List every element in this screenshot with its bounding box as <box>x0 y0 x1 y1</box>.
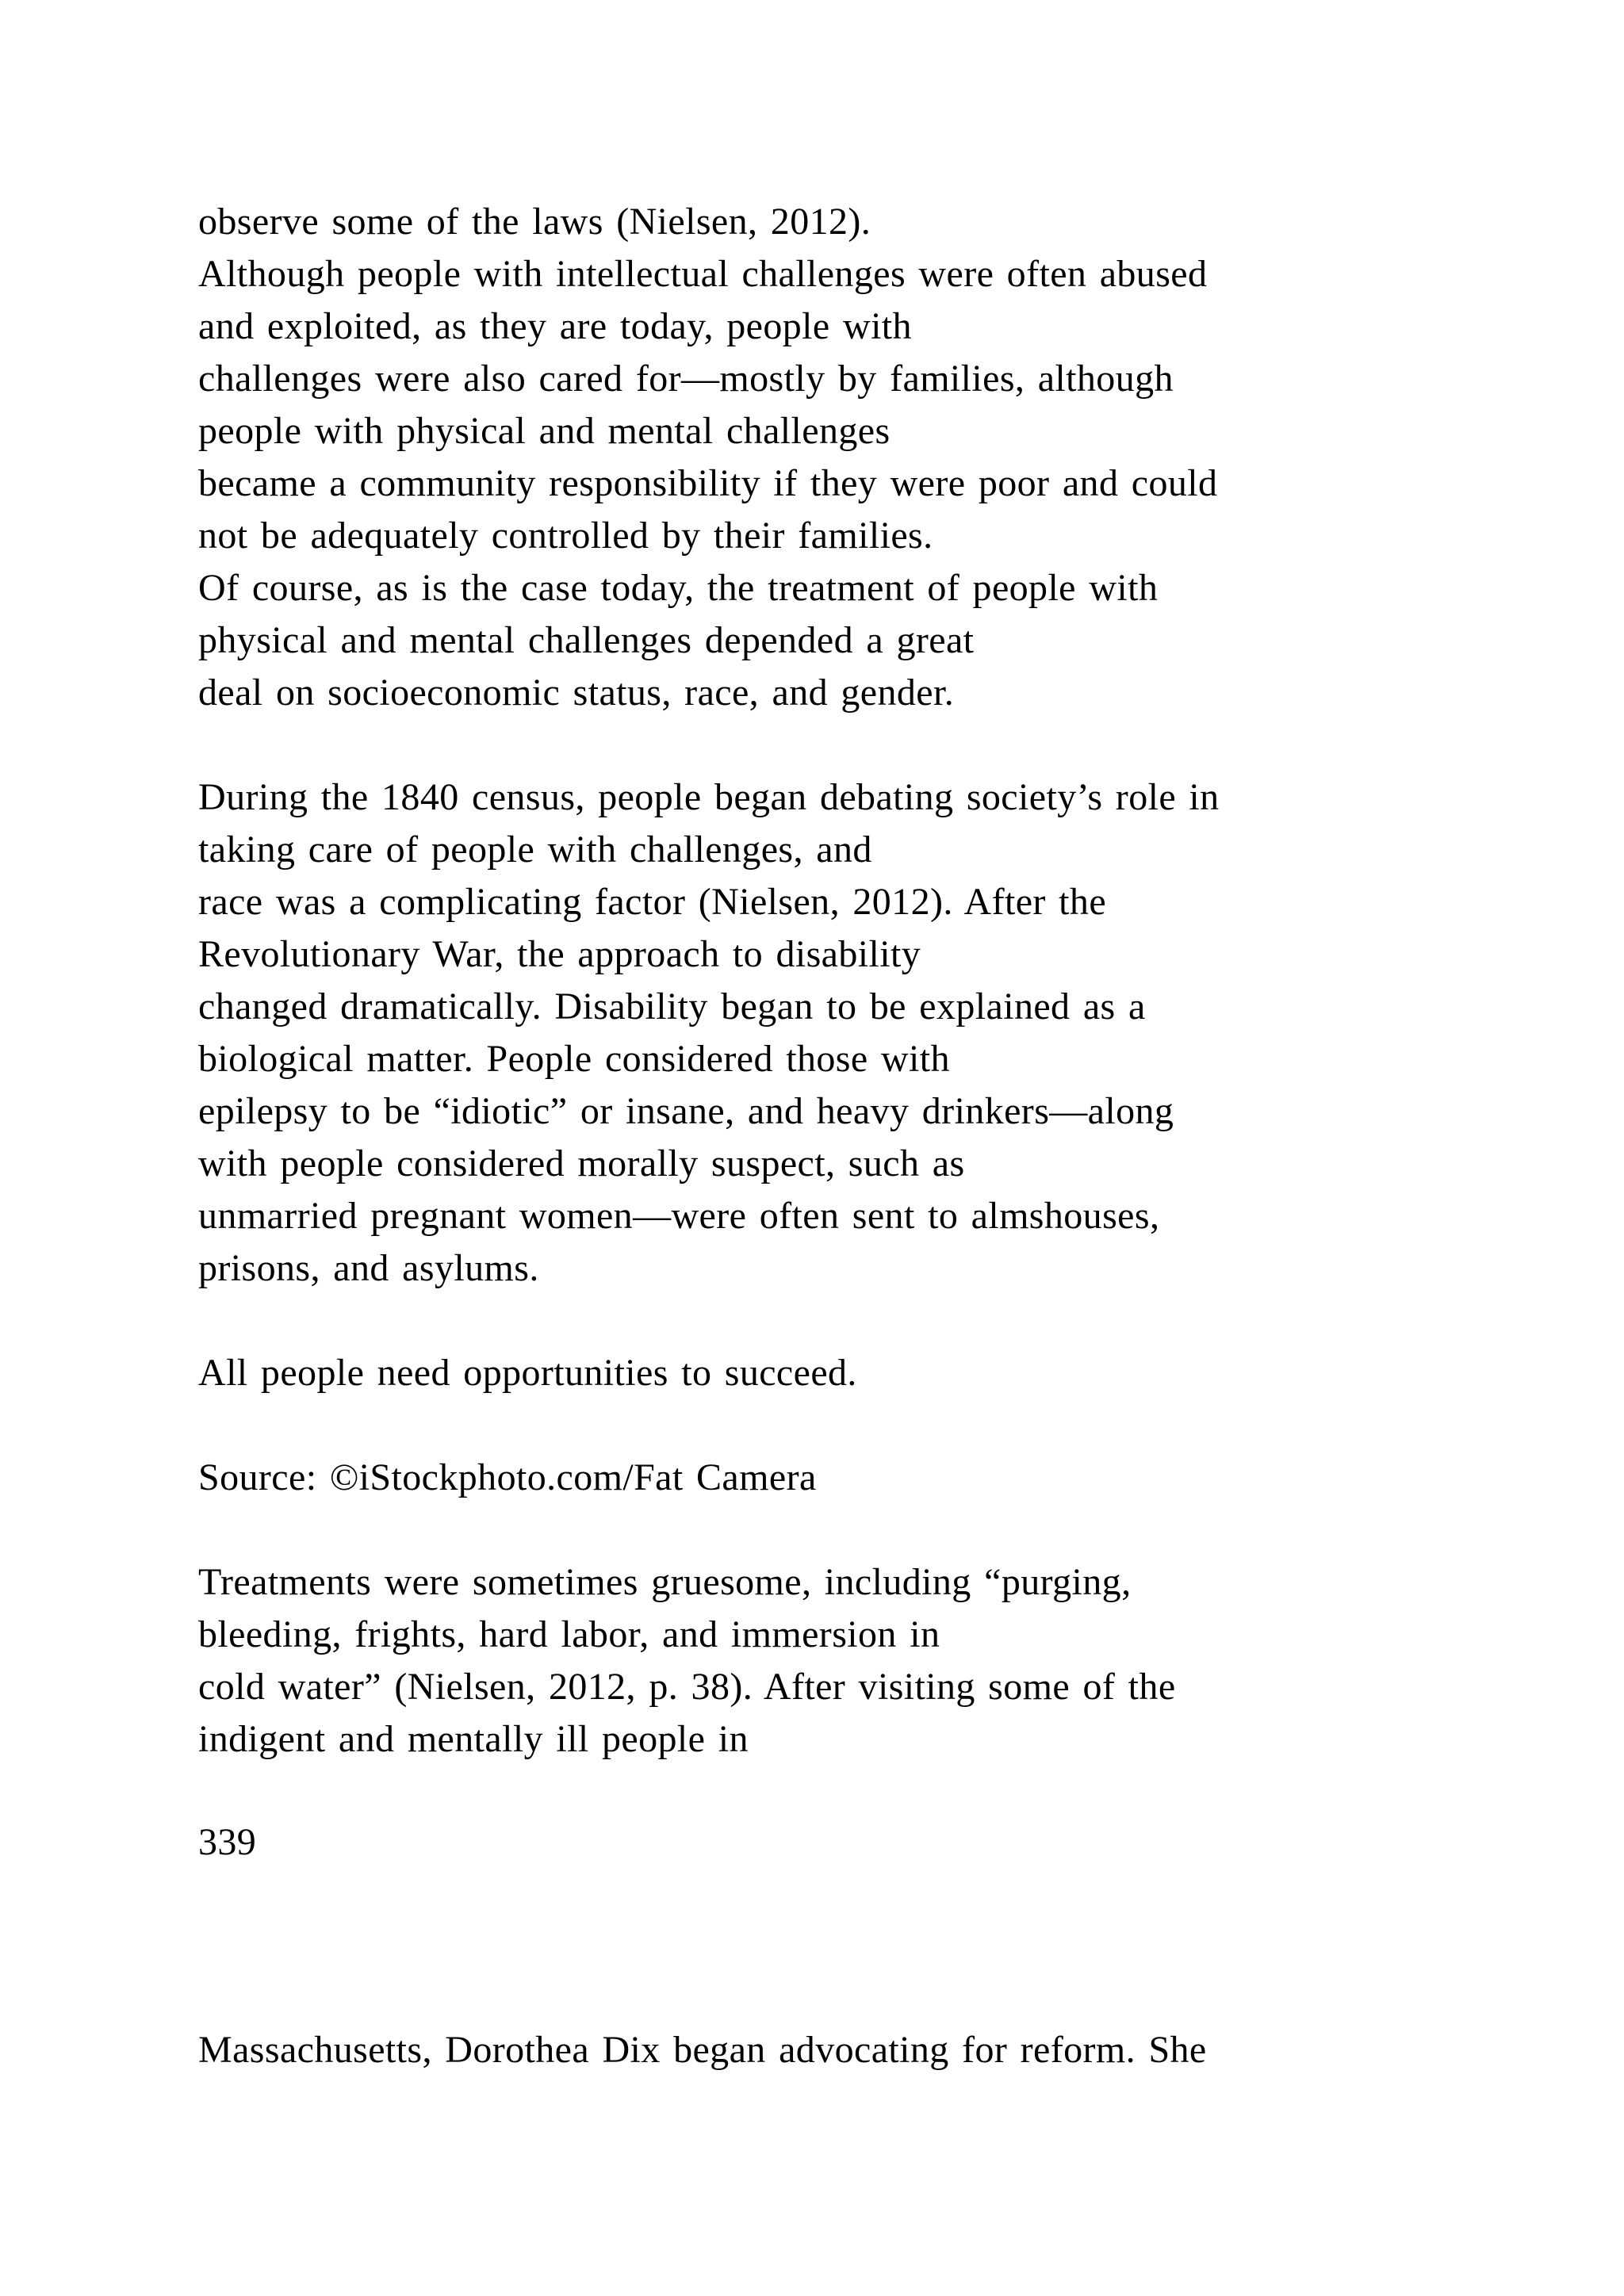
text-line: and exploited, as they are today, people with <box>198 305 912 347</box>
text-line: people with physical and mental challenges <box>198 410 891 452</box>
text-line: cold water” (Nielsen, 2012, p. 38). After visiting some of the <box>198 1666 1176 1708</box>
text-line: bleeding, frights, hard labor, and immersion in <box>198 1613 940 1655</box>
text-line: race was a complicating factor (Nielsen, 2012). After the <box>198 881 1107 923</box>
text-line: deal on socioeconomic status, race, and gender. <box>198 672 955 714</box>
text-line: not be adequately controlled by their families. <box>198 515 933 557</box>
image-source-credit: Source: ©iStockphoto.com/Fat Camera <box>198 1456 817 1498</box>
text-line: observe some of the laws (Nielsen, 2012). <box>198 201 871 243</box>
text-line: changed dramatically. Disability began to be explained as a <box>198 985 1146 1027</box>
text-line: indigent and mentally ill people in <box>198 1718 749 1760</box>
text-line: Massachusetts, Dorothea Dix began advocating for reform. She <box>198 2029 1207 2071</box>
text-line: Although people with intellectual challenges were often abused <box>198 253 1208 295</box>
text-line: Treatments were sometimes gruesome, including “purging, <box>198 1561 1132 1603</box>
text-line: prisons, and asylums. <box>198 1247 539 1289</box>
text-line: Of course, as is the case today, the treatment of people with <box>198 567 1159 609</box>
text-line: became a community responsibility if they were poor and could <box>198 462 1218 504</box>
image-caption: All people need opportunities to succeed. <box>198 1352 857 1394</box>
text-line: biological matter. People considered those with <box>198 1038 950 1080</box>
text-line: Revolutionary War, the approach to disability <box>198 933 921 975</box>
text-line: challenges were also cared for—mostly by families, although <box>198 358 1174 400</box>
page-number: 339 <box>198 1821 257 1863</box>
text-line: epilepsy to be “idiotic” or insane, and heavy drinkers—along <box>198 1090 1174 1132</box>
text-line: with people considered morally suspect, such as <box>198 1142 965 1184</box>
text-line: During the 1840 census, people began debating society’s role in <box>198 776 1220 818</box>
text-line: taking care of people with challenges, and <box>198 828 872 871</box>
text-line: unmarried pregnant women—were often sent to almshouses, <box>198 1195 1160 1237</box>
text-line: physical and mental challenges depended a great <box>198 619 975 661</box>
